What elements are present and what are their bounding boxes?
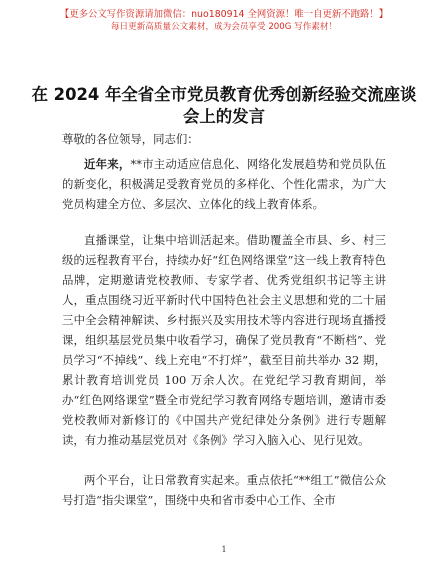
salutation: 尊敬的各位领导，同志们： [62,132,199,146]
promo-banner-line-1: 【更多公文写作资源请加微信：nuo180914 全网资源！唯一自更新不跑路！】 [59,9,389,20]
promo-banner [0,8,448,34]
paragraph-1-text: **市主动适应信息化、网络化发展趋势和党员队伍的新变化，积极满足受教育党员的多样化、个性化需求，为广大党员构建全方位、多层次、立体化的线上教育体系。 [62,157,386,211]
paragraph-2: 直播课堂，让集中培训活起来。借助覆盖全市县、乡、村三级的远程教育平台，持续办好“红色网络课堂”这一线上教育特色品牌，定期邀请党校教师、专家学者、优秀党组织书记等主讲人，重点围绕习近平新时代中国特色社会主义思想和党的二十届三中全会精神解读、乡村振兴及实用技术等内容进行现场直播授课，组织基层党员集中收看学习，确保了党员教育“不断档”、党员学习“不掉线”、线上充电“不打烊”，截至目前共举办 32 期，累计教育培训党员 100 万余人次。在党纪学习教育期间，举办“红色网络课堂”暨全市党纪学习教育网络专题培训，邀请市委党校教师对新修订的《中国共产党纪律处分条例》进行专题解读，有力推动基层党员对《条例》学习入脑入心、见行见效。 [62,233,386,447]
paragraph-1-lead: 近年来， [84,157,131,171]
document-title: 在 2024 年全省全市党员教育优秀创新经验交流座谈会上的发言 [31,85,417,126]
promo-banner-line-2: 每日更新高质量公文素材，成为会员享受 200G 写作素材！ [110,22,338,32]
paragraph-3: 两个平台，让日常教育实起来。重点依托“**组工”微信公众号打造“指尖课堂”，围绕中央和省市委中心工作、全市 [62,473,386,507]
page-number: 1 [221,545,227,554]
paragraph-1 [62,154,386,214]
